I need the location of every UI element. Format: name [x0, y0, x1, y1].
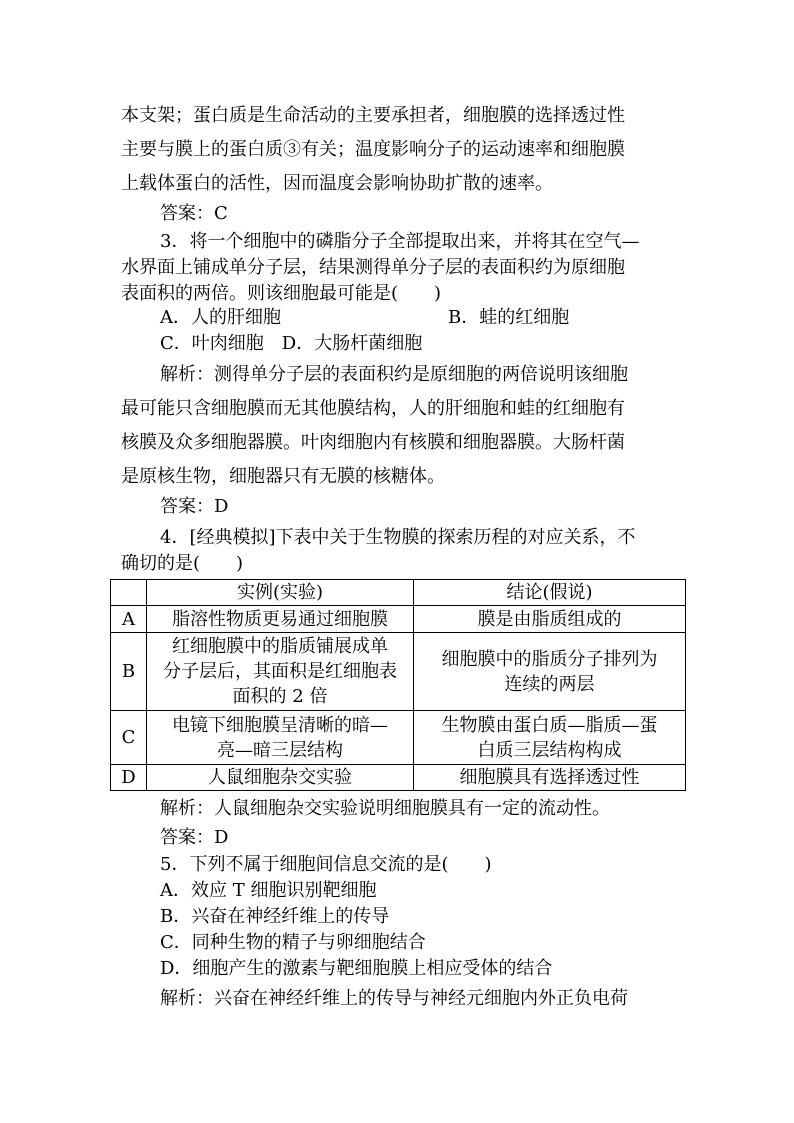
table-row — [111, 633, 686, 711]
option-cd: C．叶肉细胞 D．大肠杆菌细胞 — [160, 333, 423, 354]
conclusion-cell: 细胞膜中的脂质分子排列为 连续的两层 — [414, 633, 686, 711]
analysis-q4: 解析：人鼠细胞杂交实验说明细胞膜具有一定的流动性。 — [160, 798, 610, 819]
option-a: A．效应 T 细胞识别靶细胞 — [160, 880, 377, 901]
table-header — [111, 580, 147, 606]
question-4-line: 确切的是( ) — [121, 553, 244, 574]
conclusion-cell: 生物膜由蛋白质—脂质—蛋 白质三层结构构成 — [414, 711, 686, 765]
analysis-line: 核膜及众多细胞器膜。叶肉细胞内有核膜和细胞器膜。大肠杆菌 — [121, 432, 625, 453]
answer-q2: 答案：C — [160, 203, 228, 224]
text-line: 主要与膜上的蛋白质③有关；温度影响分子的运动速率和细胞膜 — [121, 139, 625, 160]
row-label: D — [111, 765, 147, 791]
analysis-line: 是原核生物，细胞器只有无膜的核糖体。 — [121, 466, 445, 487]
option-c: C．同种生物的精子与卵细胞结合 — [160, 932, 426, 953]
example-cell: 电镜下细胞膜呈清晰的暗— 亮—暗三层结构 — [147, 711, 414, 765]
table-row — [111, 711, 686, 765]
example-cell: 脂溶性物质更易通过细胞膜 — [147, 606, 414, 633]
question-3-line: 表面积的两倍。则该细胞最可能是( ) — [121, 283, 442, 304]
option-b: B．兴奋在神经纤维上的传导 — [160, 906, 390, 927]
row-label: B — [111, 633, 147, 711]
text-line: 上载体蛋白的活性，因而温度会影响协助扩散的速率。 — [121, 173, 553, 194]
question-3-line: 3．将一个细胞中的磷脂分子全部提取出来，并将其在空气— — [160, 231, 640, 252]
exploration-table — [110, 579, 686, 791]
table-row — [111, 606, 686, 633]
example-cell: 人鼠细胞杂交实验 — [147, 765, 414, 791]
question-4-line: 4．[经典模拟]下表中关于生物膜的探索历程的对应关系，不 — [160, 527, 636, 548]
conclusion-cell: 膜是由脂质组成的 — [414, 606, 686, 633]
analysis-q5: 解析：兴奋在神经纤维上的传导与神经元细胞内外正负电荷 — [160, 988, 628, 1009]
table-header: 结论(假说) — [414, 580, 686, 606]
row-label: C — [111, 711, 147, 765]
conclusion-cell: 细胞膜具有选择透过性 — [414, 765, 686, 791]
analysis-line: 最可能只含细胞膜而无其他膜结构，人的肝细胞和蛙的红细胞有 — [121, 398, 625, 419]
option-b: B．蛙的红细胞 — [448, 307, 570, 328]
answer-q4: 答案：D — [160, 827, 229, 848]
table-header-row — [111, 580, 686, 606]
row-label: A — [111, 606, 147, 633]
option-d: D．细胞产生的激素与靶细胞膜上相应受体的结合 — [160, 958, 553, 979]
question-5: 5．下列不属于细胞间信息交流的是( ) — [160, 854, 492, 875]
text-line: 本支架；蛋白质是生命活动的主要承担者，细胞膜的选择透过性 — [121, 105, 625, 126]
question-3-line: 水界面上铺成单分子层，结果测得单分子层的表面积约为原细胞 — [121, 257, 625, 278]
table-row — [111, 765, 686, 791]
option-a: A．人的肝细胞 — [160, 307, 281, 328]
example-cell: 红细胞膜中的脂质铺展成单 分子层后，其面积是红细胞表 面积的 2 倍 — [147, 633, 414, 711]
table-header: 实例(实验) — [147, 580, 414, 606]
analysis-line: 解析：测得单分子层的表面积约是原细胞的两倍说明该细胞 — [160, 364, 628, 385]
answer-q3: 答案：D — [160, 496, 229, 517]
